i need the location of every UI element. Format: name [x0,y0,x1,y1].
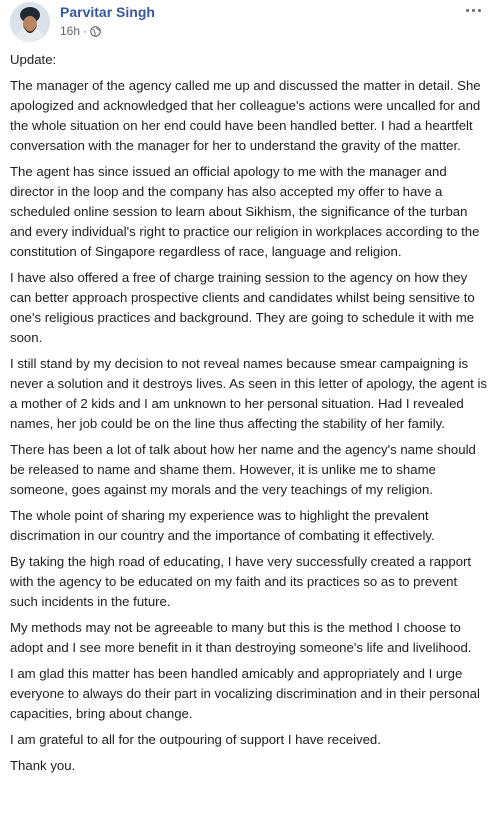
post-paragraph: There has been a lot of talk about how her name and the agency's name should be released to name and shame them. However, it is unlike me to shame someone, goes against my morals and the very teachings of my religion. [10,442,476,497]
post-header [10,0,485,44]
post-paragraph: I am grateful to all for the outpouring of support I have received. [10,732,381,747]
post-paragraph: The manager of the agency called me up and discussed the matter in detail. She apologized and acknowledged that her colleague's actions were uncalled for and the whole situation on her end could have been handled better. I had a heartfelt conversation with the manager for her to understand the gravity of the matter. [10,78,481,153]
more-options-icon[interactable] [461,2,485,18]
post-paragraph: I still stand by my decision to not reveal names because smear campaigning is never a solution and it destroys lives. As seen in this letter of apology, the agent is a mother of 2 kids and I am unknown to her personal situation. Had I revealed names, her job could be on the line thus affecting the stability of her family. [10,356,487,431]
avatar[interactable] [10,2,50,42]
post-paragraph: Update: [10,52,57,67]
meta-separator: · [83,24,88,38]
post-paragraph: By taking the high road of educating, I have very successfully created a rapport with the agency to be educated on my faith and its practices so as to prevent such incidents in the future. [10,554,472,609]
post-paragraph: The agent has since issued an official apology to me with the manager and director in the loop and the company has also accepted my offer to have a scheduled online session to learn about Sikhism, the significance of the turban and every individual's right to practice our religion in workplaces according to the constitution of Singapore regardless of race, language and religion. [10,164,480,259]
post-meta [60,24,101,38]
post-paragraph: I am glad this matter has been handled amicably and appropriately and I urge everyone to always do their part in vocalizing discrimination and in their personal capacities, bring about change. [10,666,480,721]
post-paragraph: The whole point of sharing my experience was to highlight the prevalent discrimation in our country and the importance of combating it effectively. [10,508,435,543]
post-paragraph: Thank you. [10,758,76,773]
post-body [10,50,488,782]
post-timestamp[interactable]: 16h [60,24,81,38]
author-name[interactable]: Parvitar Singh [60,4,155,20]
post-paragraph: I have also offered a free of charge training session to the agency on how they can better approach prospective clients and candidates whilst being sensitive to one's religious practices and background. They are going to schedule it with me soon. [10,270,475,345]
globe-icon[interactable] [90,26,101,37]
post-paragraph: My methods may not be agreeable to many but this is the method I choose to adopt and I see more benefit in it than destroying someone's life and livelihood. [10,620,472,655]
profile-photo [10,2,50,42]
